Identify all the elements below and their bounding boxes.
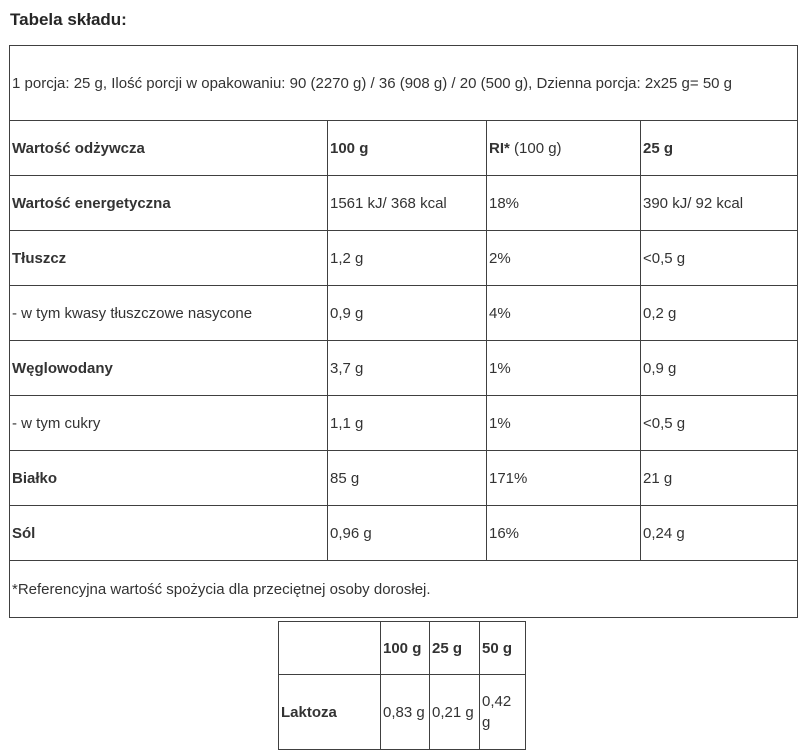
value-25g: 0,24 g — [641, 506, 798, 561]
table-row-saturated-fat — [10, 286, 798, 341]
value-ri: 16% — [487, 506, 641, 561]
value-ri: 2% — [487, 231, 641, 286]
header-100g: 100 g — [328, 121, 487, 176]
page-title: Tabela składu: — [10, 10, 127, 29]
value-ri: 1% — [487, 396, 641, 451]
header-nutrient: Wartość odżywcza — [10, 121, 328, 176]
nutrient-label: Wartość energetyczna — [10, 176, 328, 231]
lactose-header-50g: 50 g — [480, 622, 526, 675]
serving-info-row — [10, 46, 798, 121]
nutrition-table — [9, 45, 798, 618]
value-25g: 0,9 g — [641, 341, 798, 396]
lactose-value-100g: 0,83 g — [381, 675, 430, 750]
ri-unit: (100 g) — [509, 139, 562, 157]
value-25g: <0,5 g — [641, 396, 798, 451]
value-ri: 1% — [487, 341, 641, 396]
nutrient-label: Tłuszcz — [10, 231, 328, 286]
nutrient-label: - w tym kwasy tłuszczowe nasycone — [10, 286, 328, 341]
lactose-value-25g: 0,21 g — [430, 675, 480, 750]
lactose-header-100g: 100 g — [381, 622, 430, 675]
nutrient-label: - w tym cukry — [10, 396, 328, 451]
value-ri: 171% — [487, 451, 641, 506]
lactose-header-row — [279, 622, 526, 675]
lactose-data-row — [279, 675, 526, 750]
lactose-header-25g: 25 g — [430, 622, 480, 675]
lactose-label: Laktoza — [279, 675, 381, 750]
value-ri: 4% — [487, 286, 641, 341]
table-row-energy — [10, 176, 798, 231]
lactose-header-blank — [279, 622, 381, 675]
value-100g: 0,96 g — [328, 506, 487, 561]
serving-info-text: 1 porcja: 25 g, Ilość porcji w opakowaniu: 90 (2270 g) / 36 (908 g) / 20 (500 g), Dzienna porcja: 2x25 g= 50 g — [10, 46, 798, 121]
value-25g: 390 kJ/ 92 kcal — [641, 176, 798, 231]
value-100g: 3,7 g — [328, 341, 487, 396]
header-ri — [487, 121, 641, 176]
lactose-value-50g: 0,42 g — [480, 675, 526, 750]
value-100g: 0,9 g — [328, 286, 487, 341]
value-100g: 85 g — [328, 451, 487, 506]
value-100g: 1,1 g — [328, 396, 487, 451]
footnote-text: *Referencyjna wartość spożycia dla przeciętnej osoby dorosłej. — [10, 561, 798, 618]
table-row-salt — [10, 506, 798, 561]
footnote-row — [10, 561, 798, 618]
value-25g: 0,2 g — [641, 286, 798, 341]
value-25g: 21 g — [641, 451, 798, 506]
header-25g: 25 g — [641, 121, 798, 176]
nutrition-header-row — [10, 121, 798, 176]
table-row-carbohydrates — [10, 341, 798, 396]
nutrient-label: Węglowodany — [10, 341, 328, 396]
value-100g: 1561 kJ/ 368 kcal — [328, 176, 487, 231]
ri-label: RI* — [489, 139, 510, 157]
table-row-protein — [10, 451, 798, 506]
nutrient-label: Sól — [10, 506, 328, 561]
lactose-table — [278, 621, 526, 750]
table-row-fat — [10, 231, 798, 286]
table-row-sugars — [10, 396, 798, 451]
value-100g: 1,2 g — [328, 231, 487, 286]
nutrient-label: Białko — [10, 451, 328, 506]
value-25g: <0,5 g — [641, 231, 798, 286]
value-ri: 18% — [487, 176, 641, 231]
